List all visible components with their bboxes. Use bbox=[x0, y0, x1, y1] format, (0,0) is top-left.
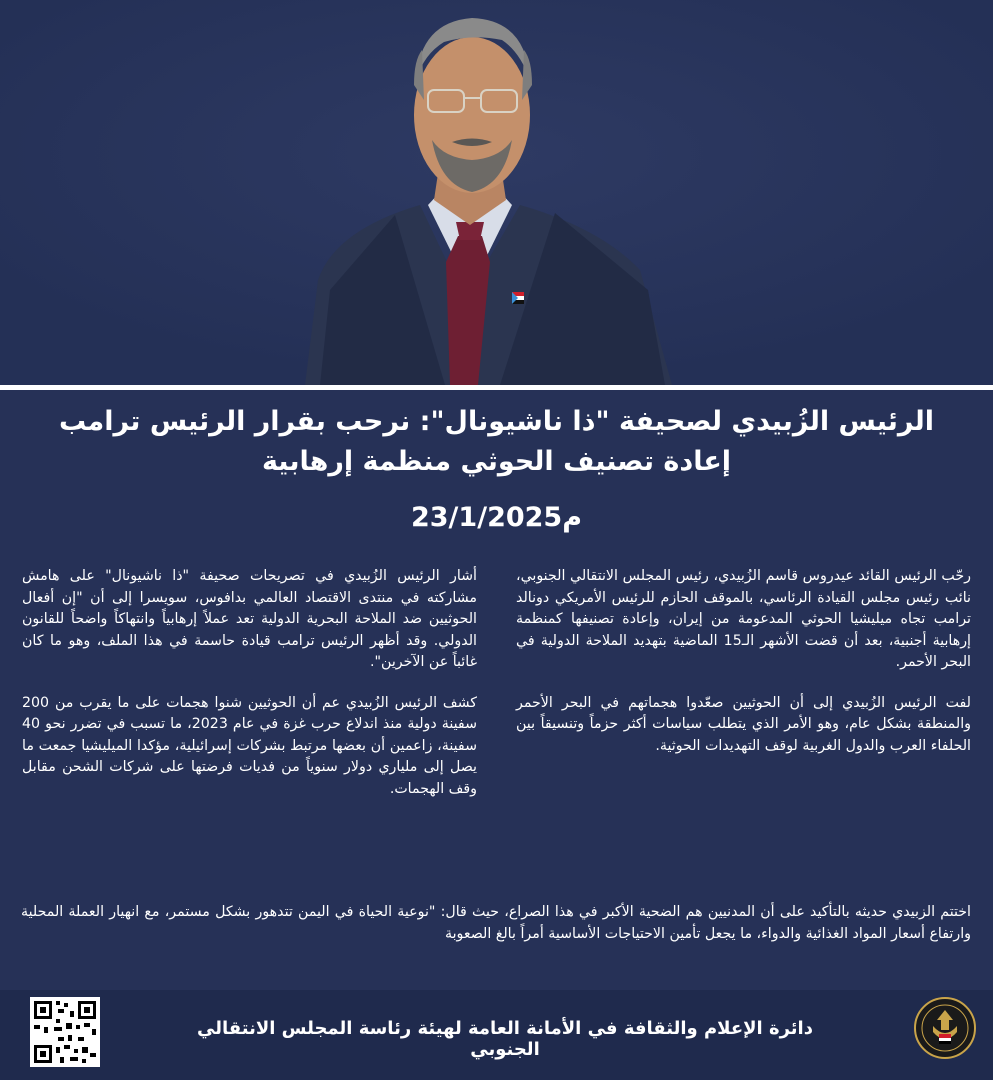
portrait-illustration bbox=[0, 0, 993, 385]
paragraph: كشف الرئيس الزُبيدي عم أن الحوثيين شنوا هجمات على ما يقرب من 200 سفينة دولية منذ اندلاع حرب غزة في عام 2023، ما تسبب في تضرر نحو 40 سفينة، زاعمين أن بعضها مرتبط بشركات إسرائيلية، مؤكدا الميليشيا جمعت ما يصل إلى ملياري دولار سنوياً من فديات فرضتها على شركات الشحن مقابل وقف الهجمات. bbox=[22, 694, 477, 797]
portrait-photo bbox=[0, 0, 993, 385]
paragraph: أشار الرئيس الزُبيدي في تصريحات صحيفة "ذا ناشيونال" على هامش مشاركته في منتدى الاقتصاد العالمي بدافوس، سويسرا إلى أن "إن أفعال الحوثيين ضد الملاحة البحرية الدولية تعد عملاً إرهابياً وانتهاكاً واضحاً للقانون الدولي. وقد أظهر الرئيس ترامب قيادة حاسمة في هذا الملف، وهو ما كان غائباً عن الآخرين". bbox=[22, 568, 477, 670]
publish-date: 23/1/2025م bbox=[410, 502, 583, 533]
headline: الرئيس الزُبيدي لصحيفة "ذا ناشيونال": نرحب بقرار الرئيس ترامب إعادة تصنيف الحوثي منظمة إرهابية bbox=[58, 406, 935, 477]
article-column-right bbox=[516, 566, 971, 776]
article-column-left bbox=[22, 566, 477, 819]
section-divider bbox=[0, 385, 993, 390]
council-emblem-icon bbox=[913, 996, 977, 1060]
footer-department-name: دائرة الإعلام والثقافة في الأمانة العامة لهيئة رئاسة المجلس الانتقالي الجنوبي bbox=[197, 1018, 813, 1060]
paragraph: لفت الرئيس الزُبيدي إلى أن الحوثيين صعّدوا هجماتهم في البحر الأحمر والمنطقة بشكل عام، وهو الأمر الذي يتطلب سياسات أكثر حزماً وتنسيقاً بين الحلفاء العرب والدول الغربية لوقف التهديدات الحوثية. bbox=[516, 694, 971, 754]
qr-code-icon[interactable] bbox=[30, 997, 100, 1067]
footer-bar bbox=[0, 990, 993, 1080]
paragraph: رحّب الرئيس القائد عيدروس قاسم الزُبيدي، رئيس المجلس الانتقالي الجنوبي، نائب رئيس مجلس القيادة الرئاسي، بالموقف الحازم للرئيس الأمريكي دونالد ترامب تجاه ميليشيا الحوثي المدعومة من إيران، وإعادة تصنيفها كمنظمة إرهابية أجنبية، بعد أن قضت الأشهر الـ15 الماضية بتهديد الملاحة الدولية في البحر الأحمر. bbox=[516, 568, 972, 670]
closing-paragraph: اختتم الزبيدي حديثه بالتأكيد على أن المدنيين هم الضحية الأكبر في هذا الصراع، حيث قال: "نوعية الحياة في اليمن تتدهور بشكل مستمر، مع انهيار العملة المحلية وارتفاع أسعار المواد الغذائية والدواء، ما يجعل تأمين الاحتياجات الأساسية أمراً بالغ الصعوبة bbox=[21, 904, 971, 942]
